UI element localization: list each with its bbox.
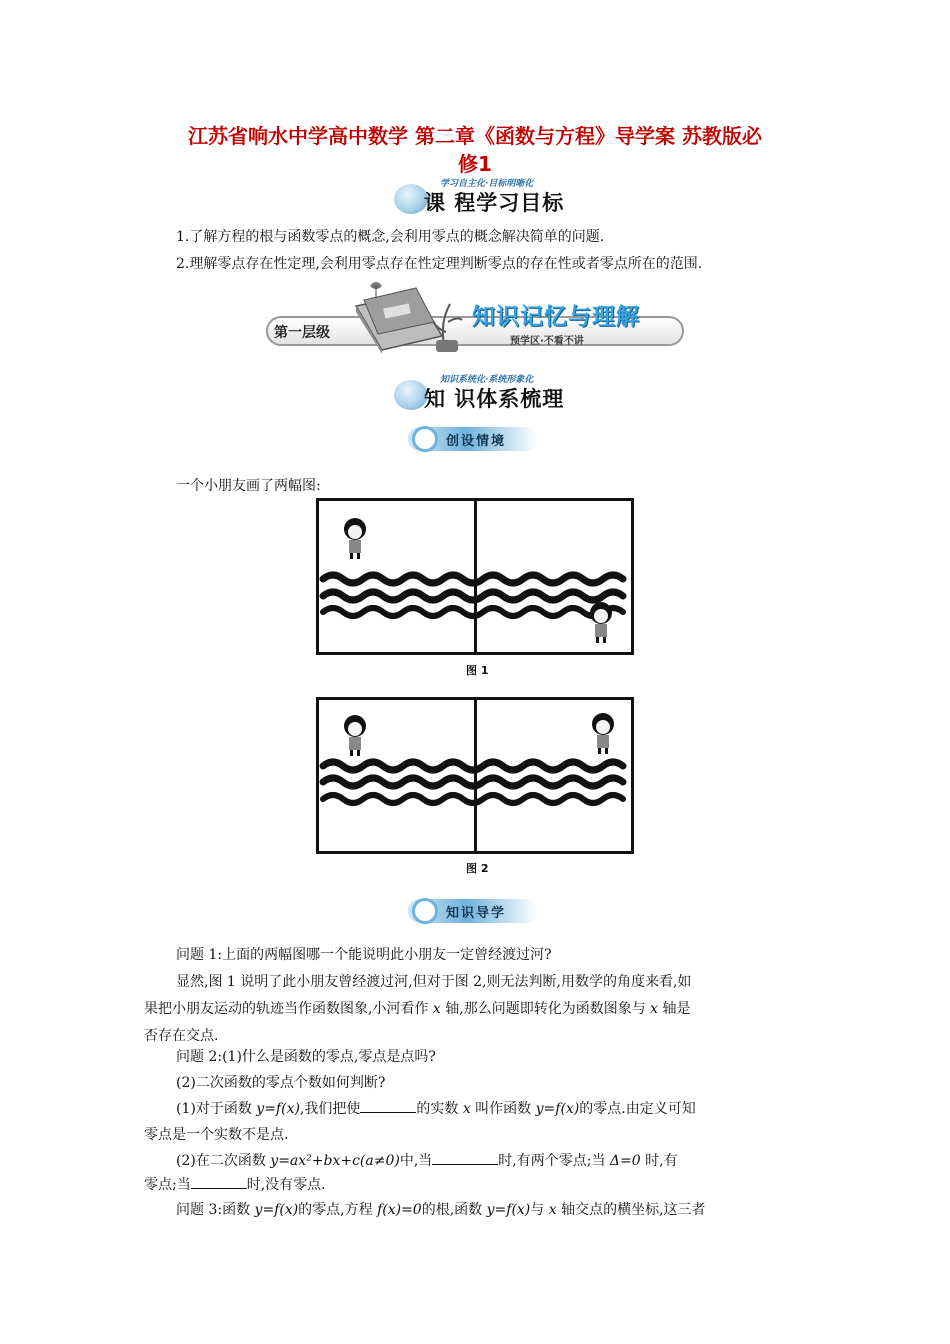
- speech-bubble-icon: [394, 184, 428, 214]
- question-2: 问题 2:(1)什么是函数的零点,零点是点吗?: [176, 1049, 436, 1065]
- banner-heading: 课 程学习目标: [424, 191, 565, 215]
- answer-2-part-2-line-2: 零点;当 时,没有零点.: [144, 1177, 326, 1193]
- question-3: 问题 3:函数 y=f(x)的零点,方程 f(x)=0的根,函数 y=f(x)与 x 轴交点的横坐标,这三者: [176, 1202, 706, 1218]
- document-title: [140, 122, 810, 178]
- pill-label: 创设情境: [446, 434, 507, 449]
- title-line-2: 修1: [458, 152, 492, 176]
- knowledge-system-banner: [394, 372, 564, 416]
- title-line-1: 江苏省响水中学高中数学 第二章《函数与方程》导学案 苏教版必: [188, 124, 762, 148]
- child-figure-top-right: [592, 713, 614, 754]
- child-figure-bottom-right: [590, 602, 612, 643]
- answer-1-line-2: 果把小朋友运动的轨迹当作函数图象,小河看作 x 轴,那么问题即转化为函数图象与 x 轴是: [144, 1001, 691, 1017]
- course-goals-banner: [394, 176, 564, 220]
- banner-subtitle: 学习自主化·目标明晰化: [440, 179, 534, 189]
- figure-1: [316, 498, 634, 655]
- answer-2-part-1: (1)对于函数 y=f(x),我们把使 的实数 x 叫作函数 y=f(x)的零点.由定义可知: [176, 1101, 696, 1117]
- level-banner: [266, 278, 684, 354]
- clock-icon: [412, 426, 438, 452]
- section-pill-scene: [408, 425, 540, 453]
- section-pill-guide: [408, 897, 540, 925]
- figure-1-caption: 图 1: [466, 664, 489, 677]
- clock-icon: [412, 898, 438, 924]
- panel-divider: [474, 501, 477, 652]
- fill-blank[interactable]: [191, 1175, 247, 1189]
- answer-1-line-3: 否存在交点.: [144, 1028, 219, 1044]
- question-1: 问题 1:上面的两幅图哪一个能说明此小朋友一定曾经渡过河?: [176, 947, 552, 963]
- goal-item-2: 2.理解零点存在性定理,会利用零点存在性定理判断零点的存在性或者零点所在的范围.: [176, 256, 703, 272]
- level-label: 第一层级: [274, 325, 330, 341]
- banner-heading: 知 识体系梳理: [424, 387, 565, 411]
- level-heading: 知识记忆与理解: [472, 304, 640, 330]
- answer-1-line-1: 显然,图 1 说明了此小朋友曾经渡过河,但对于图 2,则无法判断,用数学的角度来看,如: [176, 974, 692, 990]
- fill-blank[interactable]: [432, 1151, 498, 1165]
- level-subheading: 预学区·不看不讲: [510, 336, 584, 347]
- intro-text: 一个小朋友画了两幅图:: [176, 478, 321, 494]
- question-2-part-2: (2)二次函数的零点个数如何判断?: [176, 1075, 386, 1091]
- figure-2-caption: 图 2: [466, 862, 489, 875]
- goal-item-1: 1.了解方程的根与函数零点的概念,会利用零点的概念解决简单的问题.: [176, 229, 605, 245]
- fill-blank[interactable]: [360, 1099, 416, 1113]
- answer-2-part-2: (2)在二次函数 y=ax²+bx+c(a≠0)中,当 时,有两个零点;当 Δ=0 时,有: [176, 1153, 678, 1169]
- child-figure-top-left: [344, 518, 366, 559]
- pill-label: 知识导学: [446, 906, 507, 921]
- panel-divider: [474, 700, 477, 851]
- banner-subtitle: 知识系统化·系统形象化: [440, 375, 534, 385]
- figure-2: [316, 697, 634, 854]
- speech-bubble-icon: [394, 380, 428, 410]
- answer-2-part-1-line-2: 零点是一个实数不是点.: [144, 1127, 289, 1143]
- child-figure-top-left: [344, 715, 366, 756]
